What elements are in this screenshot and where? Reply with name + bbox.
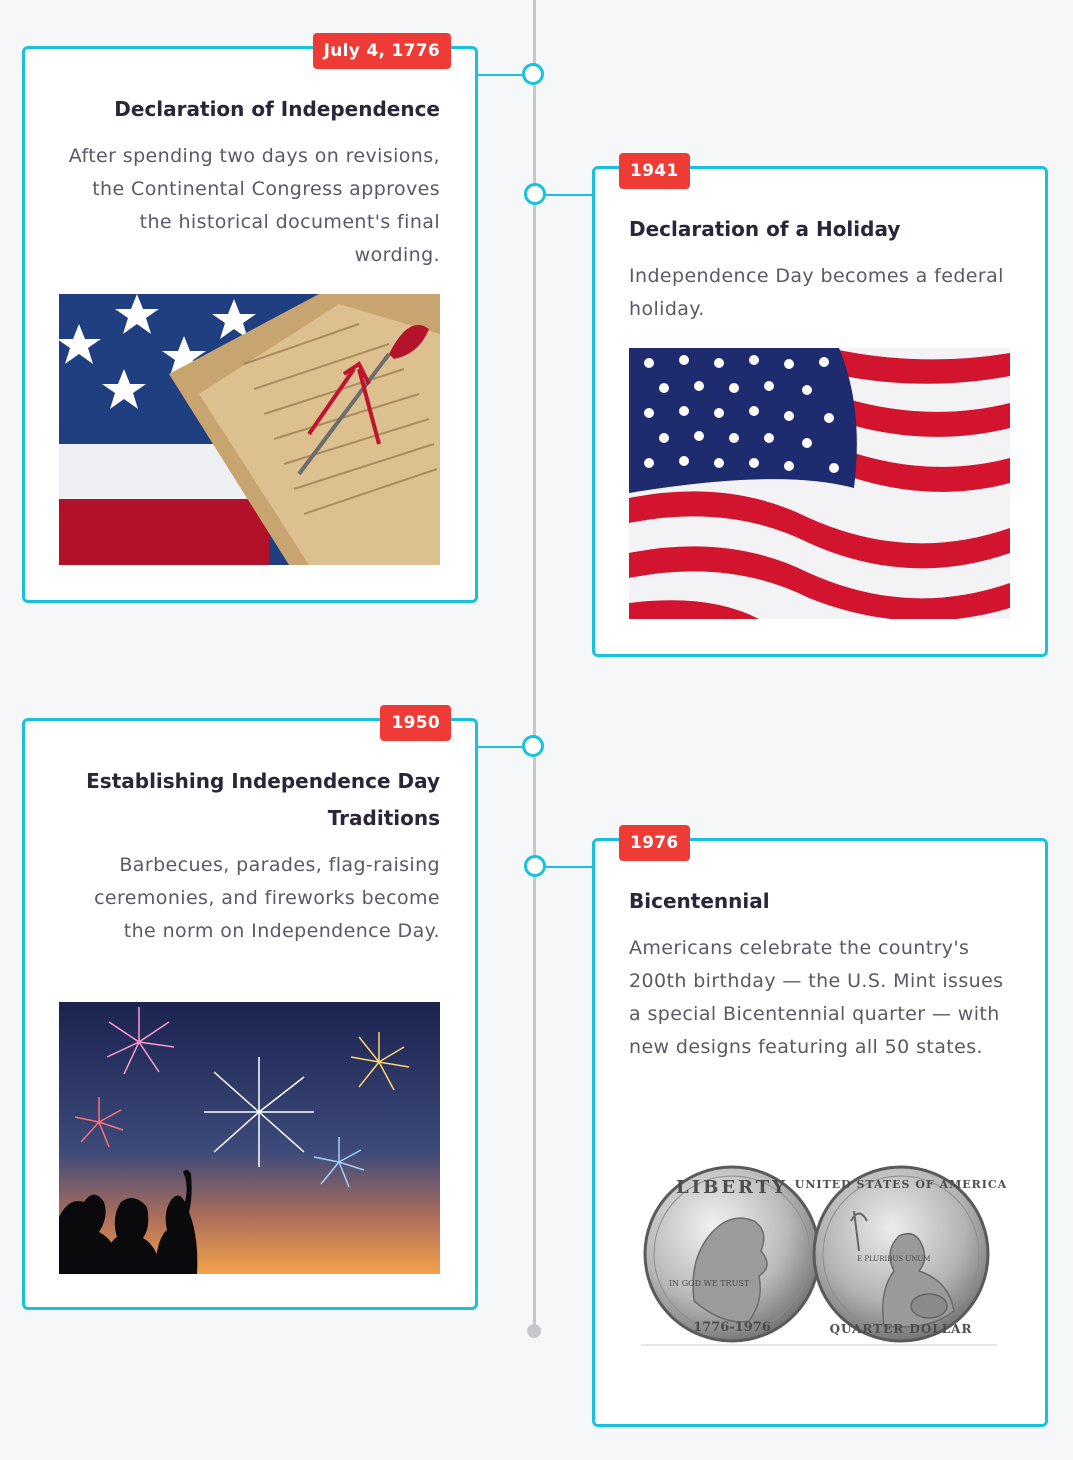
date-badge: 1976 bbox=[619, 825, 690, 861]
coin-obverse-motto-text: IN GOD WE TRUST bbox=[669, 1279, 750, 1288]
event-title: Bicentennial bbox=[629, 889, 770, 913]
event-title: Declaration of Independence bbox=[114, 97, 440, 121]
date-badge: 1941 bbox=[619, 153, 690, 189]
date-badge: 1950 bbox=[380, 705, 451, 741]
timeline-card-1976 bbox=[592, 833, 1048, 1427]
coin-obverse-dates-text: 1776-1976 bbox=[693, 1320, 771, 1335]
connector-2 bbox=[546, 194, 594, 196]
event-description: Americans celebrate the country's 200th birthday — the U.S. Mint issues a special Bicentennial quarter — with new designs featuring all 50 states. bbox=[629, 937, 1004, 1058]
timeline-node-1 bbox=[522, 63, 544, 85]
timeline-node-4 bbox=[524, 855, 546, 877]
flag-and-declaration-photo bbox=[59, 294, 440, 565]
waving-american-flag-photo bbox=[629, 348, 1010, 619]
timeline-card-1950 bbox=[22, 713, 478, 1310]
coin-reverse-top-text: UNITED STATES OF AMERICA bbox=[794, 1178, 1008, 1191]
event-title: Declaration of a Holiday bbox=[629, 217, 901, 241]
event-description: Independence Day becomes a federal holiday. bbox=[629, 265, 1004, 320]
connector-3 bbox=[476, 746, 522, 748]
connector-1 bbox=[476, 74, 522, 76]
timeline-card-1776 bbox=[22, 41, 478, 603]
coin-reverse-bottom-text: QUARTER DOLLAR bbox=[829, 1322, 973, 1336]
coin-reverse-motto-text: E PLURIBUS UNUM bbox=[857, 1255, 931, 1263]
event-description: Barbecues, parades, flag-raising ceremonies, and fireworks become the norm on Independence Day. bbox=[94, 854, 440, 942]
event-description: After spending two days on revisions, the Continental Congress approves the historical document's final wording. bbox=[68, 145, 440, 266]
timeline-node-2 bbox=[524, 183, 546, 205]
timeline-node-3 bbox=[522, 735, 544, 757]
fireworks-photo bbox=[59, 1002, 440, 1274]
connector-4 bbox=[546, 866, 594, 868]
timeline-end-dot bbox=[527, 1324, 541, 1338]
date-badge: July 4, 1776 bbox=[313, 33, 451, 69]
coin-obverse-top-text: LIBERTY bbox=[676, 1177, 788, 1198]
event-title: Establishing Independence Day Traditions bbox=[86, 769, 440, 830]
bicentennial-quarter-photo bbox=[629, 1141, 1010, 1349]
timeline-card-1941 bbox=[592, 161, 1048, 657]
